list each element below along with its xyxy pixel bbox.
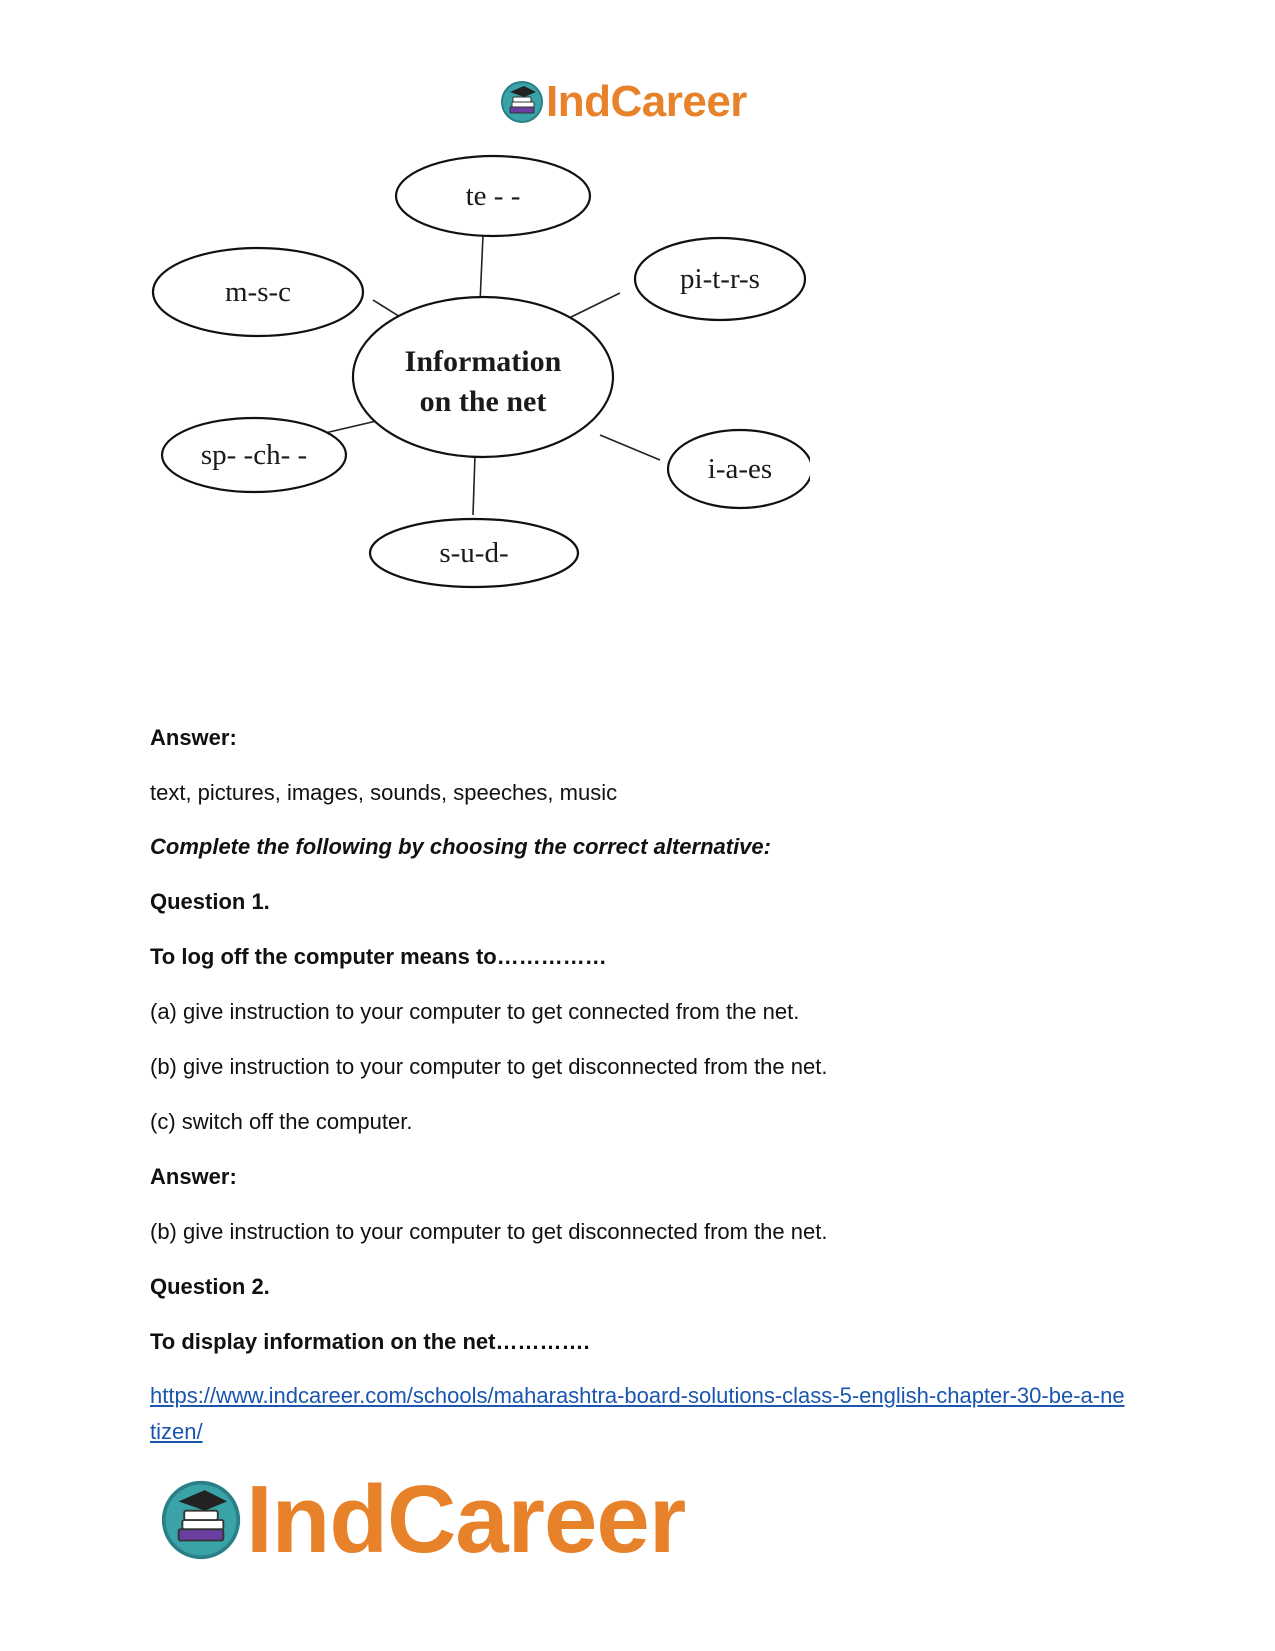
node-label-top: te - -	[465, 180, 521, 212]
node-label-bottom-left: sp- -ch- -	[200, 439, 308, 471]
brand-name: IndCareer	[546, 77, 747, 126]
graduation-cap-books-icon	[500, 80, 544, 124]
connector-bottom-right	[600, 435, 660, 460]
question-1-text: To log off the computer means to……………	[150, 944, 607, 969]
connector-top-right	[565, 293, 620, 320]
node-label-top-left: m-s-c	[224, 276, 292, 308]
brand-name: IndCareer	[246, 1466, 686, 1573]
connector-top	[480, 235, 483, 303]
question-2-text: To display information on the net………….	[150, 1329, 590, 1354]
node-label-bottom: s-u-d-	[439, 537, 509, 569]
question-1-label: Question 1.	[150, 889, 270, 914]
question-1-option-a: (a) give instruction to your computer to get connected from the net.	[150, 999, 800, 1024]
question-2-label: Question 2.	[150, 1274, 270, 1299]
answer-2-text: (b) give instruction to your computer to get disconnected from the net.	[150, 1219, 828, 1244]
source-link[interactable]: https://www.indcareer.com/schools/maharashtra-board-solutions-class-5-english-chapter-30-be-a-netizen/	[150, 1383, 1125, 1444]
instruction-heading: Complete the following by choosing the correct alternative:	[150, 834, 771, 859]
question-1-option-c: (c) switch off the computer.	[150, 1109, 413, 1134]
answer-1-text: text, pictures, images, sounds, speeches, music	[150, 780, 618, 805]
question-1-option-b: (b) give instruction to your computer to get disconnected from the net.	[150, 1054, 828, 1079]
header-logo	[500, 78, 747, 126]
center-label-line1: Information	[404, 345, 562, 378]
center-label-line2: on the net	[419, 385, 547, 418]
node-label-top-right: pi-t-r-s	[680, 263, 760, 295]
connector-bottom	[473, 455, 475, 515]
footer-logo	[160, 1466, 686, 1573]
word-web-diagram	[150, 145, 810, 605]
answer-2-label: Answer:	[150, 1164, 237, 1189]
graduation-cap-books-icon	[160, 1479, 242, 1561]
answer-1-label: Answer:	[150, 725, 237, 750]
node-label-bottom-right: i-a-es	[707, 453, 773, 485]
